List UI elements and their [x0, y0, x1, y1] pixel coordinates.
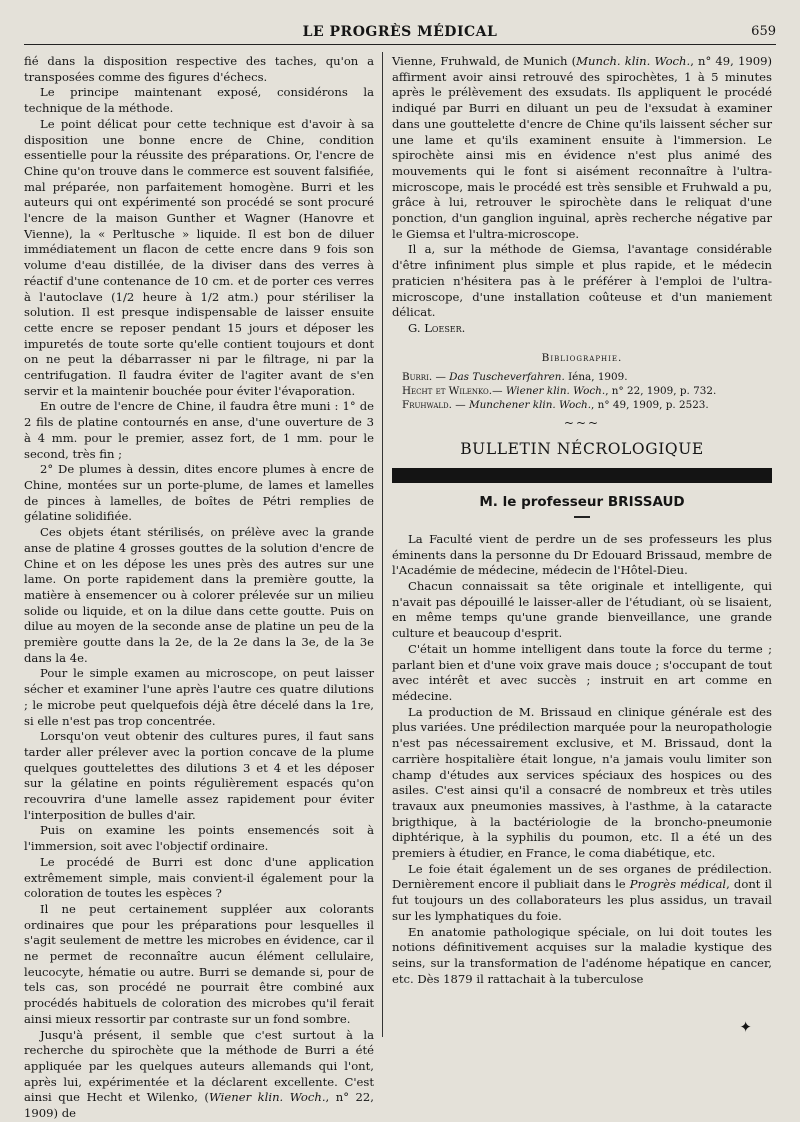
- citation-tail: , n° 22, 1909) de: [24, 1090, 374, 1121]
- citation: Munch. klin. Woch.: [576, 54, 691, 68]
- bibliography-heading: Bibliographie.: [541, 351, 623, 364]
- paragraph: La production de M. Brissaud en clinique générale est des plus variées. Une prédilection marquée pour la neuropathologie n'est pas nécessairement exclusive, et M. Brissaud, dont la carrière hospitalière était longue, n'a jamais voulu limiter son champ d'études aux services spéciaux des hospices ou des asiles. C'est ainsi qu'il a consacré de nombreux et très utiles travaux aux pneumonies massives, à l'asthme, à la cataracte brigthique, à la bactériologie de la broncho-pneumonie diphtérique, à la syphilis du poumon, etc. Il a été un des premiers à étudier, en France, le coma diabétique, etc.: [392, 704, 772, 861]
- paragraph: En anatomie pathologique spéciale, on lui doit toutes les notions définitivement acquises sur la maladie kystique des seins, sur la transformation de l'adénome hépatique en cancer, etc. Dès 1879 il rattachait à la tuberculose: [392, 924, 772, 986]
- citation: Wiener klin. Woch.: [208, 1090, 326, 1105]
- mourning-bar: [392, 468, 772, 483]
- paragraph: En outre de l'encre de Chine, il faudra être muni : 1° de 2 fils de platine contournés en anse, d'une ouverture de 3 à 4 mm. pour le premier, assez fort, de 1 mm. pour le second, très fin ;: [24, 399, 374, 461]
- paragraph: Il ne peut certainement suppléer aux colorants ordinaires que pour les préparations pour lesquelles il s'agit seulement de mettre les microbes en évidence, car il ne permet de reconnaître aucun élément cellulaire, leucocyte, hématie ou autre. Burri se demande si, pour de tels cas, son procédé ne pourrait être combiné aux procédés habituels de coloration des microbes qu'il ferait ainsi mieux ressortir par contraste sur un fond sombre.: [24, 901, 374, 1026]
- paragraph: fié dans la disposition respective des taches, qu'on a transposées comme des figures d'échecs.: [24, 54, 374, 84]
- paragraph: Le procédé de Burri est donc d'une application extrêmement simple, mais convient-il également pour la coloration de toutes les espèces ?: [24, 854, 374, 901]
- decorative-divider: ~~~: [563, 416, 601, 431]
- paragraph: 2° De plumes à dessin, dites encore plumes à encre de Chine, montées sur un porte-plume, de lames et lamelles de pinces à lamelles, de boîtes de Pétri remplies de gélatine solidifiée.: [24, 462, 374, 524]
- bib-title: Das Tuscheverfahren: [449, 371, 562, 384]
- paragraph: Lorsqu'on veut obtenir des cultures pures, il faut sans tarder aller prélever avec la portion concave de la plume quelques gouttelettes des dilutions 3 et 4 et les déposer sur la gélatine en points régulièrement espacés qu'on recouvrira d'une lamelle assez rapidement pour éviter l'interposition de bulles d'air.: [24, 729, 374, 822]
- obituary-subject: M. le professeur BRISSAUD: [479, 493, 685, 510]
- paragraph: Il a, sur la méthode de Giemsa, l'avantage considérable d'être infiniment plus simple et plus rapide, et le médecin praticien n'hésitera pas à le préférer à l'emploi de l'ultra-microscope, d'une installation coûteuse et d'un maniement délicat.: [392, 242, 772, 320]
- bib-title: Munchener klin. Woch.: [468, 399, 592, 412]
- paragraph: Pour le simple examen au microscope, on peut laisser sécher et examiner l'une après l'autre ces quatre dilutions ; le microbe peut quelquefois déjà être décelé dans la 1re, si elle n'est pas trop concentrée.: [24, 666, 374, 728]
- bib-title: Wiener klin. Woch.: [505, 385, 606, 398]
- paragraph: Chacun connaissait sa tête originale et intelligente, qui n'avait pas dépouillé le laisser-aller de l'étudiant, où se lisaient, en même temps qu'une grande bienveillance, une grande culture et beaucoup d'esprit.: [392, 579, 772, 641]
- bibliography-entry: Hecht et Wilenko.— Wiener klin. Woch., n° 22, 1909, p. 732.: [402, 385, 717, 398]
- bibliography-entry: Burri. — Das Tuscheverfahren. Iéna, 1909.: [402, 371, 628, 384]
- bibliography-entry: Fruhwald. — Munchener klin. Woch., n° 49, 1909, p. 2523.: [402, 399, 709, 412]
- paragraph-text: Le foie était également un de ses organes de prédilection. Dernièrement encore il publiait dans le: [392, 861, 772, 892]
- paragraph-text: , n° 49, 1909) affirment avoir ainsi retrouvé des spirochètes, 1 à 5 minutes après le prélèvement des exsudats. Ils appliquent le procédé indiqué par Burri en diluant un peu de l'exsudat à examiner dans une gouttelette d'encre de Chine qu'ils laissent sécher sur une lame et qu'ils examinent ensuite à l'immersion. Le spirochète ainsi mis en évidence n'est plus animé des mouvements qui le font si aisément reconnaître à l'ultra-microscope, mais le procédé est très sensible et Fruhwald a pu, grâce à lui, retrouver le spirochète dans le reliquat d'une ponction, d'un ganglion inguinal, après recherche négative par le Giemsa et l'ultra-microscope.: [392, 54, 772, 241]
- paragraph: [392, 54, 772, 242]
- paragraph: [392, 862, 772, 925]
- bib-author: Burri.: [402, 371, 433, 384]
- journal-reference: Progrès médical: [629, 877, 727, 892]
- continuation-ornament-icon: ✦: [739, 1018, 752, 1036]
- bib-rest: . Iéna, 1909.: [561, 371, 628, 384]
- short-rule: [574, 516, 590, 518]
- bib-author: Fruhwald.: [402, 399, 452, 412]
- paragraph: C'était un homme intelligent dans toute la force du terme ; parlant bien et d'une voix grave mais douce ; s'occupant de tout avec intérêt et avec succès ; instruit en art comme en médecine.: [392, 641, 772, 703]
- paragraph: Ces objets étant stérilisés, on prélève avec la grande anse de platine 4 grosses gouttes de la solution d'encre de Chine et on les dépose les unes près des autres sur une lame. On porte rapidement dans la première goutte, la matière à ensemencer ou à colorer prélevée sur un milieu solide ou liquide, et on la dilue dans cette goutte. Puis on dilue au moyen de la seconde anse de platine un peu de la première goutte dans la 2e, de la 2e dans la 3e, de la 3e dans la 4e.: [24, 525, 374, 665]
- paragraph-text: Vienne, Fruhwald, de Munich (: [392, 54, 577, 68]
- bib-rest: , n° 49, 1909, p. 2523.: [591, 399, 709, 412]
- page-header: [24, 22, 776, 45]
- left-column: [24, 54, 374, 1122]
- page-number: 659: [751, 24, 776, 39]
- right-column: [392, 54, 772, 987]
- paragraph-text: , dont il fut toujours un des collaborateurs les plus assidus, un travail sur les lymphatiques du foie.: [392, 877, 772, 923]
- paragraph: Le point délicat pour cette technique est d'avoir à sa disposition une bonne encre de Chine, condition essentielle pour la réussite des préparations. Or, l'encre de Chine qu'on trouve dans le commerce est souvent falsifiée, mal préparée, non parfaitement homogène. Burri et les auteurs qui ont expérimenté son procédé se sont procuré l'encre de la maison Gunther et Wagner (Hanovre et Vienne), la « Perltusche » liquide. Il est bon de diluer immédiatement un flacon de cette encre dans 9 fois son volume d'eau distillée, de la diviser dans des verres à réactif d'une contenance de 10 cm. et de porter ces verres à l'autoclave (1/2 heure à 1/2 atm.) pour stériliser la solution. Il est presque indispensable de laisser ensuite cette encre se reposer pendant 15 jours et déposer les impuretés de toute sorte qu'elle contient toujours et dont on ne peut la débarrasser ni par le filtrage, ni par la centrifugation. Il faudra éviter de l'agiter avant de s'en servir et la maintenir bouchée pour éviter l'évaporation.: [24, 116, 374, 398]
- paragraph: La Faculté vient de perdre un de ses professeurs les plus éminents dans la personne du Dr Edouard Brissaud, membre de l'Académie de médecine, médecin de l'Hôtel-Dieu.: [392, 531, 772, 578]
- bib-rest: , n° 22, 1909, p. 732.: [605, 385, 717, 398]
- column-divider: [382, 52, 383, 1037]
- author-signature: G. Loeser.: [408, 320, 466, 335]
- paragraph-text: Jusqu'à présent, il semble que c'est surtout à la recherche du spirochète que la méthode de Burri a été appliquée par les quelques auteurs allemands qui l'ont, après lui, expérimentée et la déclarent excellente. C'est ainsi que Hecht et Wilenko,: [24, 1027, 374, 1105]
- paragraph: Le principe maintenant exposé, considérons la technique de la méthode.: [24, 85, 374, 116]
- bib-author: Hecht et Wilenko.: [402, 385, 493, 398]
- journal-title: LE PROGRÈS MÉDICAL: [302, 24, 498, 40]
- paragraph: Jusqu'à présent, il semble que c'est surtout à la recherche du spirochète que la méthode de Burri a été appliquée par les quelques auteurs allemands qui l'ont, après lui, expérimentée et la déclarent excellente. C'est ainsi que Hecht et Wilenko, (Wiener klin. Woch., n° 22, 1909) de: [24, 1027, 374, 1121]
- section-title: BULLETIN NÉCROLOGIQUE: [460, 440, 704, 459]
- paragraph: Puis on examine les points ensemencés soit à l'immersion, soit avec l'objectif ordinaire.: [24, 823, 374, 854]
